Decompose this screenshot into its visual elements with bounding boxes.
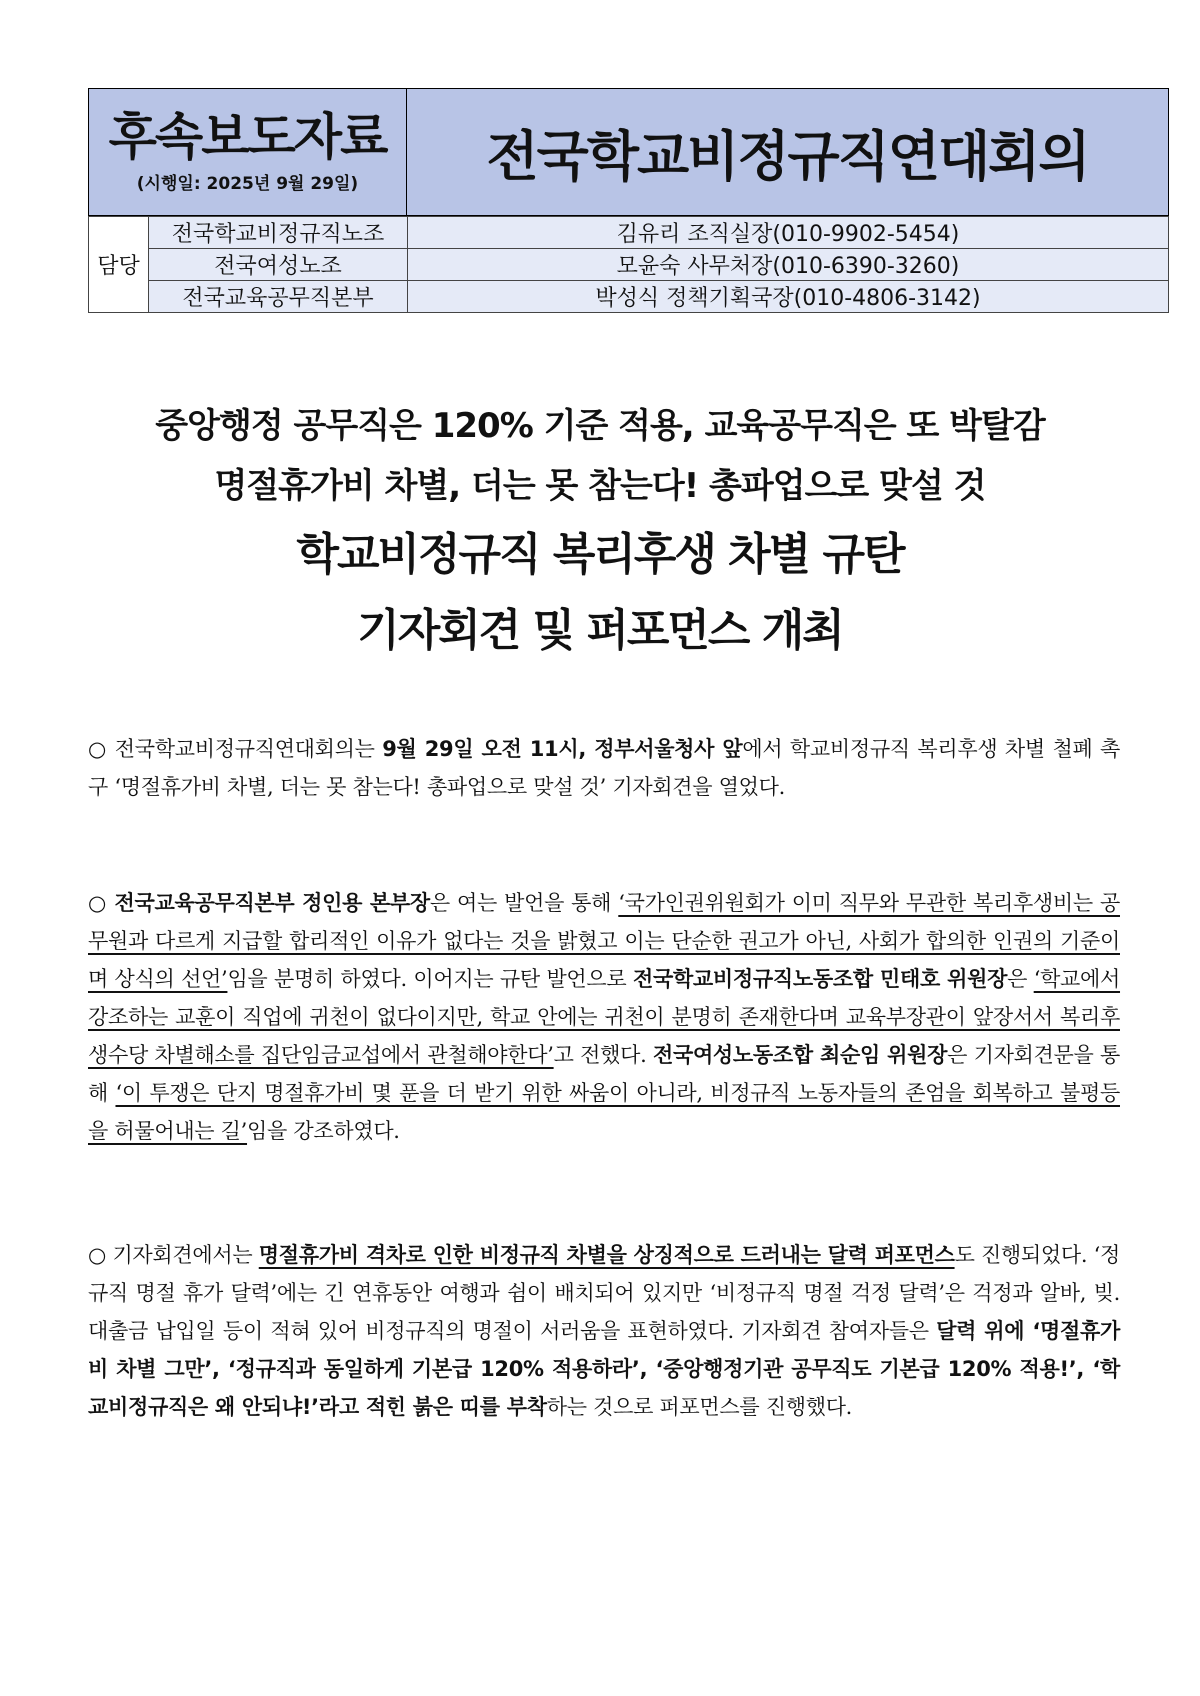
underlined-quote: ‘학교에서 강조하는 교훈이 직업에 귀천이 없다이지만, 학교 안에는 귀천이 분명히 존재한다며 교육부장관이 앞장서서 복리후생수당 차별해소를 집단임금교섭에서 관철해야한다’ — [88, 967, 1121, 1067]
underlined-quote: ‘국가인권위원회가 이미 직무와 무관한 복리후생비는 공무원과 다르게 지급할 합리적인 이유가 없다는 것을 밝혔고 이는 단순한 권고가 아닌, 사회가 합의한 인권의 기준이며 상식의 선언’ — [88, 891, 1120, 991]
headline-1: 중앙행정 공무직은 120% 기준 적용, 교육공무직은 또 박탈감 — [155, 406, 1045, 446]
bold-text: 전국학교비정규직노동조합 민태호 위원장 — [632, 967, 1008, 991]
headline-3: 학교비정규직 복리후생 차별 규탄 — [296, 529, 904, 580]
contact-person: 박성식 정책기획국장(010-4806-3142) — [408, 281, 1169, 313]
paragraph-1 — [88, 730, 1120, 806]
contact-row — [89, 281, 1169, 313]
contact-label: 담당 — [89, 217, 149, 313]
paragraph-2 — [88, 884, 1120, 1150]
text: 도 진행되었다. ‘정규직 명절 휴가 달력’에는 긴 연휴동안 여행과 쉼이 배치되어 있지만 ‘비정규직 명절 걱정 달력’은 걱정과 알바, 빚. 대출금 납입일 등이 적혀 있어 비정규직의 명절이 서러움을 표현하였다. 기자회견 참여자들은 — [88, 1243, 1121, 1343]
underlined-quote: ‘이 투쟁은 단지 명절휴가비 몇 푼을 더 받기 위한 싸움이 아니라, 비정규직 노동자들의 존엄을 회복하고 불평등을 허물어내는 길’ — [88, 1081, 1120, 1143]
contact-row — [89, 249, 1169, 281]
text: 하는 것으로 퍼포먼스를 진행했다. — [546, 1395, 853, 1419]
release-type-cell — [89, 89, 407, 216]
release-type: 후속보도자료 — [108, 108, 387, 166]
bullet: ○ — [88, 1243, 107, 1267]
bullet: ○ — [88, 737, 108, 761]
text: 기자회견에서는 — [106, 1243, 259, 1267]
contact-table — [88, 216, 1169, 313]
headline-2: 명절휴가비 차별, 더는 못 참는다! 총파업으로 맞설 것 — [214, 466, 986, 506]
bold-text: 전국교육공무직본부 정인용 본부장 — [106, 891, 430, 915]
release-date: (시행일: 2025년 9월 29일) — [136, 174, 359, 194]
org-title: 전국학교비정규직연대회의 — [486, 124, 1089, 188]
text: 임을 분명히 하였다. 이어지는 규탄 발언으로 — [227, 967, 633, 991]
contact-org: 전국교육공무직본부 — [149, 281, 408, 313]
header-table — [88, 88, 1169, 216]
text: 은 — [1007, 967, 1034, 991]
text: 임을 강조하였다. — [247, 1119, 400, 1143]
contact-org: 전국학교비정규직노조 — [149, 217, 408, 249]
text: 은 여는 발언을 통해 — [429, 891, 619, 915]
text: 전국학교비정규직연대회의는 — [107, 737, 383, 761]
contact-org: 전국여성노조 — [149, 249, 408, 281]
text: 고 전했다. — [553, 1043, 653, 1067]
bold-text: 9월 29일 오전 11시, 정부서울청사 앞 — [382, 737, 743, 761]
org-title-cell — [407, 89, 1169, 216]
bold-text: 달력 위에 ‘명절휴가비 차별 그만’, ‘정규직과 동일하게 기본급 120% 적용하라’, ‘중앙행정기관 공무직도 기본급 120% 적용!’, ‘학교비정규직은 왜 안되냐!’라고 적힌 붉은 띠를 부착 — [88, 1319, 1120, 1419]
contact-person: 김유리 조직실장(010-9902-5454) — [408, 217, 1169, 249]
bold-underlined-text: 명절휴가비 격차로 인한 비정규직 차별을 상징적으로 드러내는 달력 퍼포먼스 — [258, 1243, 955, 1267]
headline-4: 기자회견 및 퍼포먼스 개최 — [357, 605, 843, 656]
contact-row — [89, 217, 1169, 249]
text: 은 기자회견문을 통해 — [88, 1043, 1120, 1105]
bullet: ○ — [88, 891, 107, 915]
text: 에서 학교비정규직 복리후생 차별 철폐 촉구 ‘명절휴가비 차별, 더는 못 참는다! 총파업으로 맞설 것’ 기자회견을 열었다. — [88, 737, 1121, 799]
paragraph-3 — [88, 1236, 1120, 1426]
bold-text: 전국여성노동조합 최순임 위원장 — [652, 1043, 948, 1067]
contact-person: 모윤숙 사무처장(010-6390-3260) — [408, 249, 1169, 281]
